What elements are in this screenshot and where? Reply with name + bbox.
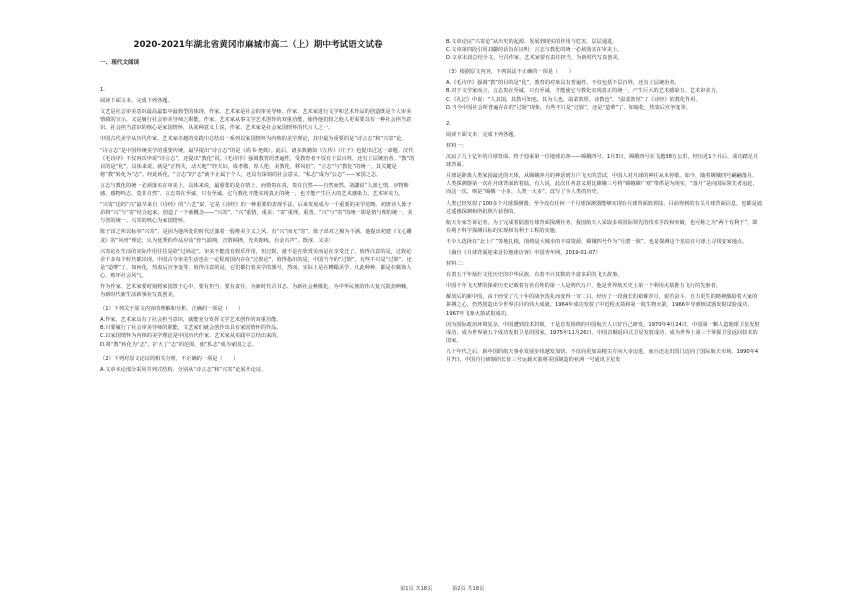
source-citation: （摘自《月球背面迎来首位地球访客》中国青年网，2019-01-07） [446, 249, 601, 256]
answer-option: A.《毛诗序》强调“教”的目的是“化”，教育的对象具有普遍性，不仅包括下层百姓，还有上层统治者。 [446, 80, 680, 87]
passage-paragraph: 文艺是社会审美意识最高最集中最典型的体现，作家、艺术家是社会的审美导师。作家、艺术家进行文学和艺术作品的创造既是个人审美情绪的宣示，又是履行社会审美导师之职能。作家、艺术家从事文学艺术创作的双重功能，使得他们较之他人更需要具有一种社会担当意识。社会担当意识的核心是家国情怀，从某种意义上说，作家、艺术家是社会家国情怀的代言人之一。 [100, 109, 412, 132]
passage-paragraph: 沉寂了几十亿年的月球背面，终于迎来第一位地球访客——嫦娥四号。1月3日，嫦娥四号在飞越38万公里，经历近1个月后，成功踏足月球背面。 [446, 154, 759, 169]
page-number-left: 第1页 共18页 [400, 586, 433, 592]
answer-option: B.只要履行了社会审美导师的职能，文艺家们就会创作出具有家国情怀的作品。 [100, 325, 282, 332]
passage-paragraph: 言志与教化的统一必须落实在审美上，具体来说，最重要的是在情上，而情贵在真，贵在自然——自然而然。刘勰说“人禀七情，应物斯感，感物吟志，莫非自然”。言志贵在至诚，只有至诚，它与教化才能实现真正的统一，也才能产生巨大的艺术感染力、艺术审美力。 [100, 182, 409, 198]
answer-option: A.文章本论部分采用并列式结构，分别从“诗言志”和“兴寄”论展开论证。 [100, 366, 267, 373]
answer-option: C.以家国情怀为内核的美学理论是中国历代作家、艺术家从实践中总结出来的。 [100, 333, 282, 340]
passage-paragraph: “兴寄”论的“兴”最早来自《诗经》的“六艺”说，它是《诗经》的一种重要的表现手法，后来发展成为一个重要的美学范畴。初唐诗人陈子昂将“兴”与“寄”结合起来，创造了一个新概念——“兴寄”。“兴”重情，重美；“寄”重理，重善。“兴”与“寄”的统一即是情与理的统一，美与善的统一。兴寄的核心为家国情怀。 [100, 202, 413, 225]
question-number: 1. [100, 87, 105, 93]
question-number: 2. [446, 120, 451, 127]
passage-paragraph: 月球是距离人类家园最近的天体，从嫦娥奔月的神话到万户飞天的尝试，中国人对月球的神往从未停歇。如今，随着嫦娥四号翩翩落月，人类探测器第一次在月球背面软着陆。有人说，此次任务意义堪比嫦娥三号将“嫦娥嫦广寒”带供是为现实，“落月”是向国际领先者追赶，而这一次，则是“嫦娥一小步，人类一大步”。改写了全人类的历史。 [446, 173, 758, 196]
answer-option: A.作家、艺术家具有了社会担当意识，就能充分发挥文学艺术创作的双重功能。 [100, 317, 282, 324]
passage-paragraph: 因为国际政治环境复杂，中国遭到技术封锁，于是首发围绕的中国航天人只好自己研发。1970年4月24日，中国第一颗人造地球卫星发射成功，成为世界第五个成功发射卫星的国家。1975年11月26日，中国首颗返回式卫星发射成功，成为世界上第三个掌握卫星返回技术的国家。 [446, 321, 760, 344]
passage-paragraph: 航天专家告诉记者，为了完成着陆器月球背面探测任务，我国航天人采取多项国际领先的技术手段和突破，也可称之为“两个有利于”，即有利于科学探测目标的实现和有利于工程的实施。 [446, 219, 758, 234]
answer-option: D.文章末段总结全文，号召作家、艺术家要有责任担当，为新时代写真创美。 [446, 55, 623, 62]
answer-option: C.《礼记》中说：“人其国，其教可知也。其为人也，温柔敦厚，诗教也”，“温柔敦厚”了《诗经》的教化作用。 [446, 96, 701, 103]
material-label: 材料二： [446, 261, 467, 268]
passage-paragraph: 陈子昂之所以标举“兴寄”，是因为他所处的时代泛滥着一股唯美主义之风，有“兴”而无“寄”，陈子昂对之极为不满，他提出初建《文心雕龙》的“风骨”理论，认为优秀的作品应该“骨气端翔，音情顿挫，光英朗练，有金石声”。既淳，又美！ [100, 229, 412, 244]
passage-paragraph: 兴寄论在生活的实际作用往往是欲“过讽论”。审美不能没有娱乐作用，但过娱，就不是在欣赏美而是在享受迁了。值得注意的是，过娱论差不多每个时代都出现。中国古今审美生活也在一定程度国内存在“过娱论”，值得指出的是，中国当今的“过娱”，有些不只是“过娱”，还是“造孽”了，如何化，热衷后宫争宠等，值得注意的是，它们都打着美学的旗号，然而，实际上是在糟蹋美学，凡此种种，都是在腐蚀人心，败坏社会风气。 [100, 248, 412, 279]
passage [100, 108, 416, 299]
answer-option: B.对于文学家而言，言志贵在至诚，只有至诚，才能使它与教化实现真正的统一，产生巨大的艺术感染力、艺术审美力。 [446, 88, 721, 95]
passage-paragraph: 作为作家、艺术家要时刻将家国置于心中，要有担当，要有责任，为新时代召书志、为新社会燕歌化，为中华民族的伟大复兴鼓劲呐喊，为新时代新生活新事业写真创美。 [100, 283, 412, 299]
question-intro: 阅读下面文本，完成下列各题。 [446, 131, 519, 138]
right-page [430, 0, 860, 608]
section-heading: 一、现代文阅读 [100, 60, 140, 66]
sub-question: （3）根据原文内容，下列说法不正确的一项是（ ） [446, 69, 574, 76]
passage-paragraph: 中国古代美学从历代作家、艺术家卓越的实践中总结出一系列以家国情怀为内核的美学理论，其中最为重要的是“诗言志”和“兴寄”论。 [100, 136, 407, 143]
answer-option: D.当今中国社会所普遍存在的“过娱”现象，有些不只是“过娱”，还是“造孽”了，如娘化，热衷后宫争宠等。 [446, 104, 691, 111]
sub-question: （1）下列关于原文内容的理解和分析，正确的一项是（ ） [100, 306, 244, 313]
material-label: 材料一： [446, 142, 467, 149]
passage-paragraph: “诗言志”是中国传统美学的重要传统。最早提出“诗言志”的是《尚书·尧典》。此后，诸多典籍如《左传》《庄子》也提出过这一命题。汉代《毛诗序》不仅再次申说“诗言志”，还提出“教化”说。《毛诗序》强调教育的普遍性，受教育者不仅有下层百姓，还有上层统治者。“教”的目的是“化”。具体来说，就是“正得失，动天地”“经夫妇，成孝敬，厚人伦，美教化，移风俗”。“言志”与“教化”的统一，其关键是将“教”转化为“志”。经此转化，“言志”的“志”就不止属于个人，还具有深刻的社会意义。“私志”成为“公志”——家国之志。 [100, 147, 415, 178]
answer-option: D.将“教”转化为“志”，扩大了“志”的范围，使“私志”成为家国之志。 [100, 341, 257, 348]
page-number-right: 第2页 共18页 [452, 586, 485, 592]
sub-question: （2）下列对原文论证的相关分析，不正确的一项是（ ） [100, 355, 239, 362]
passage-paragraph: 九十年代之后，新中国的航天事业发展步伐越发加快，不仅向更加高精尖方向大步迈进，而且还走出国门迈向了国际航天市场。1990年4月7日，中国自行研制的长征三号运载火箭将美国制造的亚洲一号通讯卫星发 [446, 348, 759, 363]
passage-paragraph: 人类已经发射了100多个月球探测器，至今没有任何一个月球探测器能够实现在月球背面软着陆，目前得到的有关月球背面信息，也都是通过遥感探测和所拍照片获得的。 [446, 200, 762, 215]
answer-option: B.文章论证“兴寄论”从历史的起源、发展到现实的作用与危害，层层递进。 [446, 39, 618, 45]
passage-paragraph: 有着五千年灿烂文化历史的中华民族，有着不计其数的丰富多彩的飞天故事。 [446, 272, 623, 279]
answer-option: C.文章第四段引用刘勰的话旨在证明：言志与教化的统一必须落实在审美上。 [446, 47, 623, 54]
exam-title: 2020-2021年湖北省黄冈市麻城市高二（上）期中考试语文试卷 [133, 40, 383, 50]
passage-paragraph: 不少人选择在“北上广”等地扎根，围绕是大城市的丰富资源，嫦娥四号作为“月潜一族”，也是探测这个星辰在月球上寻找安家地点。 [446, 238, 748, 245]
passage-paragraph: 解放后的新中国，由于经受了几十年的战争洗礼而变得一穷二白，经历了一段漫长的艰难岁月，艰苦奋斗、自力更生的精神激励着大家的拼搏之心，仍然创造出令世界注目的伟大成就。1964年成功发射了中近程火箭和第一枚生物火箭，1966年导弹核试器发射试验成功，1967年飞象火箭试射成功。 [446, 294, 758, 317]
passage-paragraph: 中国千年飞天梦的探索历史记载着有名有姓的第一人是明代万户，他是世界航天史上第一个利用火箭推力飞行的先驱者。 [446, 283, 721, 290]
question-intro: 阅读下面文本，完成下列各题。 [100, 98, 173, 105]
